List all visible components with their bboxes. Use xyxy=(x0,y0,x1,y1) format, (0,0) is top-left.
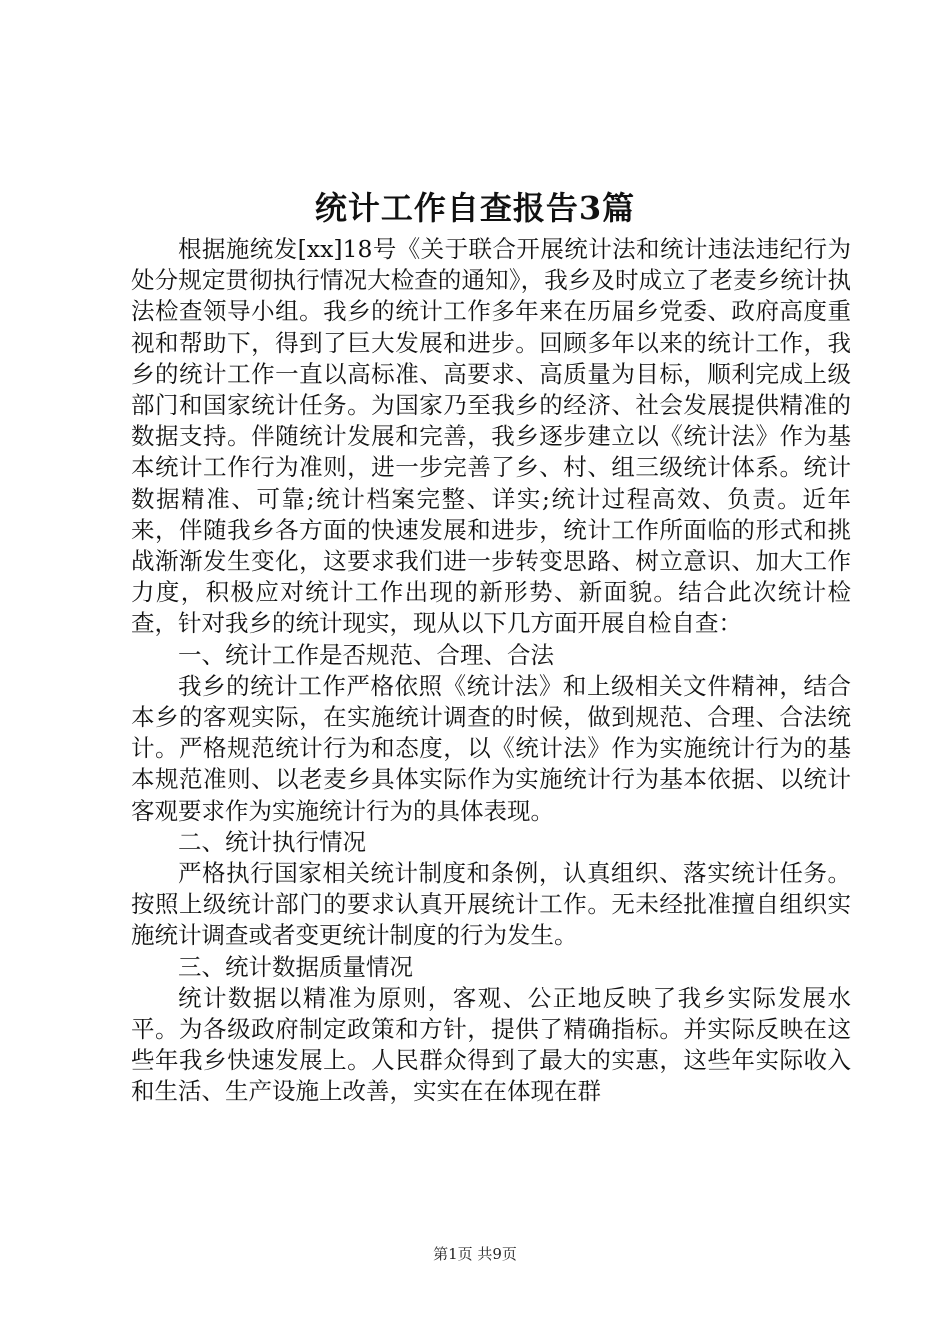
section-heading-2: 二、统计执行情况 xyxy=(178,827,366,856)
section-heading-3: 三、统计数据质量情况 xyxy=(178,952,413,981)
page-number-footer: 第1页 共9页 xyxy=(433,1245,517,1263)
section-1-paragraph: 我乡的统计工作严格依照《统计法》和上级相关文件精神，结合本乡的客观实际，在实施统计调查的时候，做到规范、合理、合法统计。严格规范统计行为和态度，以《统计法》作为实施统计行为的基本规范准则、以老麦乡具体实际作为实施统计行为基本依据、以统计客观要求作为实施统计行为的具体表现。 xyxy=(131,671,851,825)
section-3-paragraph: 统计数据以精准为原则，客观、公正地反映了我乡实际发展水平。为各级政府制定政策和方针，提供了精确指标。并实际反映在这些年我乡快速发展上。人民群众得到了最大的实惠，这些年实际收入和生活、生产设施上改善，实实在在体现在群 xyxy=(131,983,851,1106)
document-body xyxy=(131,234,851,1108)
section-heading-1: 一、统计工作是否规范、合理、合法 xyxy=(178,640,554,669)
document-title: 统计工作自查报告3篇 xyxy=(314,189,636,227)
intro-paragraph: 根据施统发[xx]18号《关于联合开展统计法和统计违法违纪行为处分规定贯彻执行情况大检查的通知》，我乡及时成立了老麦乡统计执法检查领导小组。我乡的统计工作多年来在历届乡党委、政府高度重视和帮助下，得到了巨大发展和进步。回顾多年以来的统计工作，我乡的统计工作一直以高标准、高要求、高质量为目标，顺利完成上级部门和国家统计任务。为国家乃至我乡的经济、社会发展提供精准的数据支持。伴随统计发展和完善，我乡逐步建立以《统计法》作为基本统计工作行为准则，进一步完善了乡、村、组三级统计体系。统计数据精准、可靠;统计档案完整、详实;统计过程高效、负责。近年来，伴随我乡各方面的快速发展和进步，统计工作所面临的形式和挑战渐渐发生变化，这要求我们进一步转变思路、树立意识、加大工作力度，积极应对统计工作出现的新形势、新面貌。结合此次统计检查，针对我乡的统计现实，现从以下几方面开展自检自查： xyxy=(131,235,851,638)
section-2-paragraph: 严格执行国家相关统计制度和条例，认真组织、落实统计任务。按照上级统计部门的要求认真开展统计工作。无未经批准擅自组织实施统计调查或者变更统计制度的行为发生。 xyxy=(131,859,851,950)
